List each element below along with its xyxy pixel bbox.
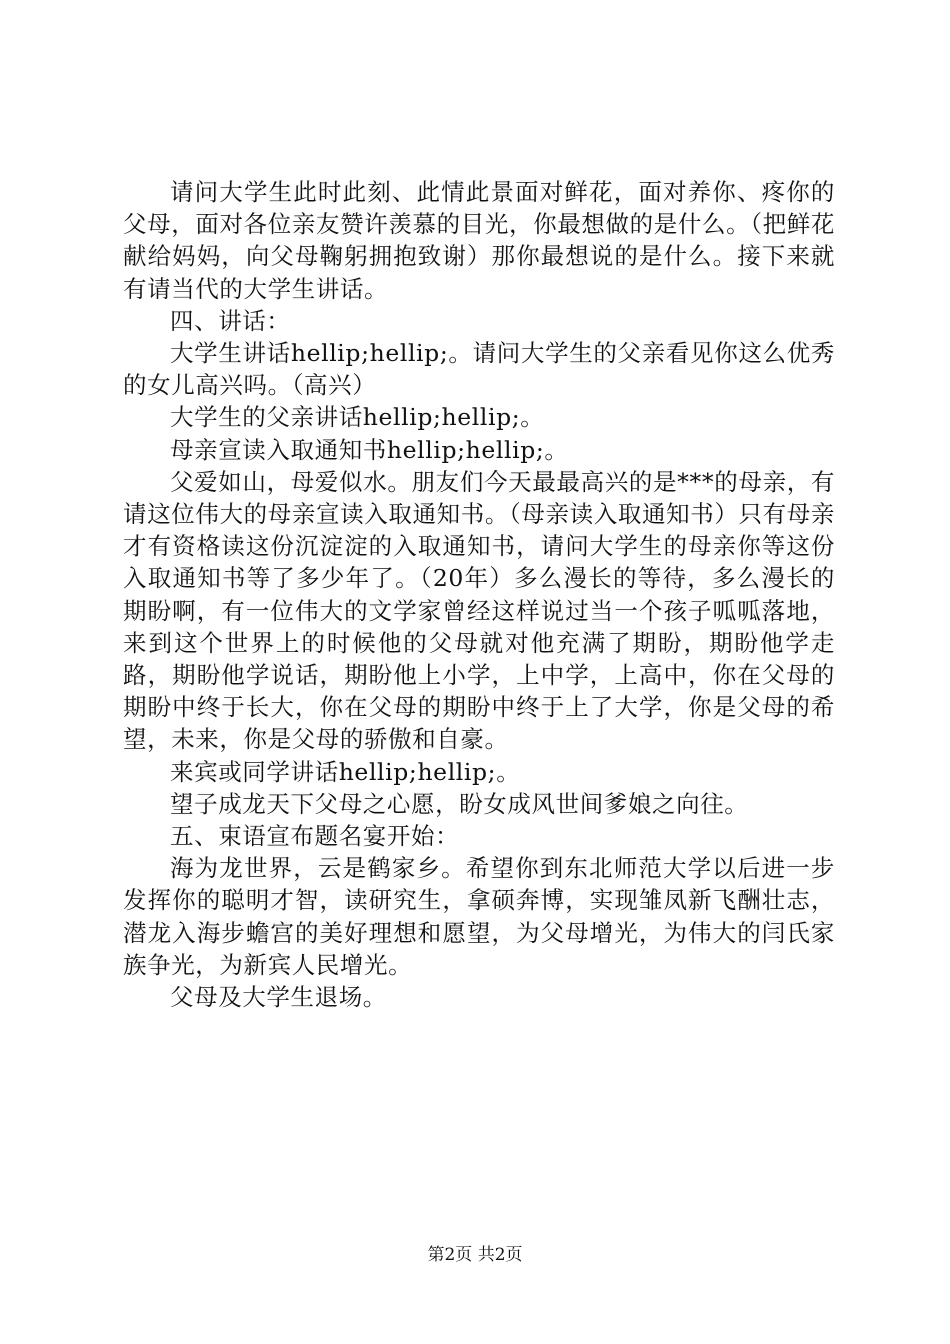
paragraph-parents-wish: 望子成龙天下父母之心愿，盼女成风世间爹娘之向往。 [170, 789, 749, 818]
paragraph-guest-speech: 来宾或同学讲话hellip;hellip;。 [170, 757, 521, 786]
paragraph-blessing: 海为龙世界，云是鹤家乡。希望你到东北师范大学以后进一步发挥你的聪明才智，读研究生，拿硕奔博，实现雏凤新飞酬壮志，潜龙入海步蟾宫的美好理想和愿望，为父母增光，为伟大的闫氏家族争光，为新宾人民增光。 [123, 854, 835, 979]
paragraph-question-to-student: 请问大学生此时此刻、此情此景面对鲜花，面对养你、疼你的父母，面对各位亲友赞许羡慕的目光，你最想做的是什么。（把鲜花献给妈妈，向父母鞠躬拥抱致谢）那你最想说的是什么。接下来就有请当代的大学生讲话。 [123, 178, 835, 303]
section-heading-closing: 五、束语宣布题名宴开始： [170, 822, 460, 851]
paragraph-parental-love: 父爱如山，母爱似水。朋友们今天最最高兴的是***的母亲，有请这位伟大的母亲宣读入取通知书。（母亲读入取通知书）只有母亲才有资格读这份沉淀淀的入取通知书，请问大学生的母亲你等这份入取通知书等了多少年了。（20年）多么漫长的等待，多么漫长的期盼啊，有一位伟大的文学家曾经这样说过当一个孩子呱呱落地，来到这个世界上的时候他的父母就对他充满了期盼，期盼他学走路，期盼他学说话，期盼他上小学，上中学，上高中，你在父母的期盼中终于长大，你在父母的期盼中终于上了大学，你是父母的希望，未来，你是父母的骄傲和自豪。 [123, 467, 835, 754]
paragraph-exit: 父母及大学生退场。 [170, 983, 387, 1012]
paragraph-father-speech: 大学生的父亲讲话hellip;hellip;。 [170, 403, 545, 432]
document-body [123, 176, 835, 1013]
paragraph-student-speech: 大学生讲话hellip;hellip;。请问大学生的父亲看见你这么优秀的女儿高兴吗。（高兴） [123, 339, 835, 400]
paragraph-mother-reads-notice: 母亲宣读入取通知书hellip;hellip;。 [170, 435, 569, 464]
page-number-footer: 第2页 共2页 [427, 1245, 523, 1265]
section-heading-speech: 四、讲话： [170, 306, 291, 335]
